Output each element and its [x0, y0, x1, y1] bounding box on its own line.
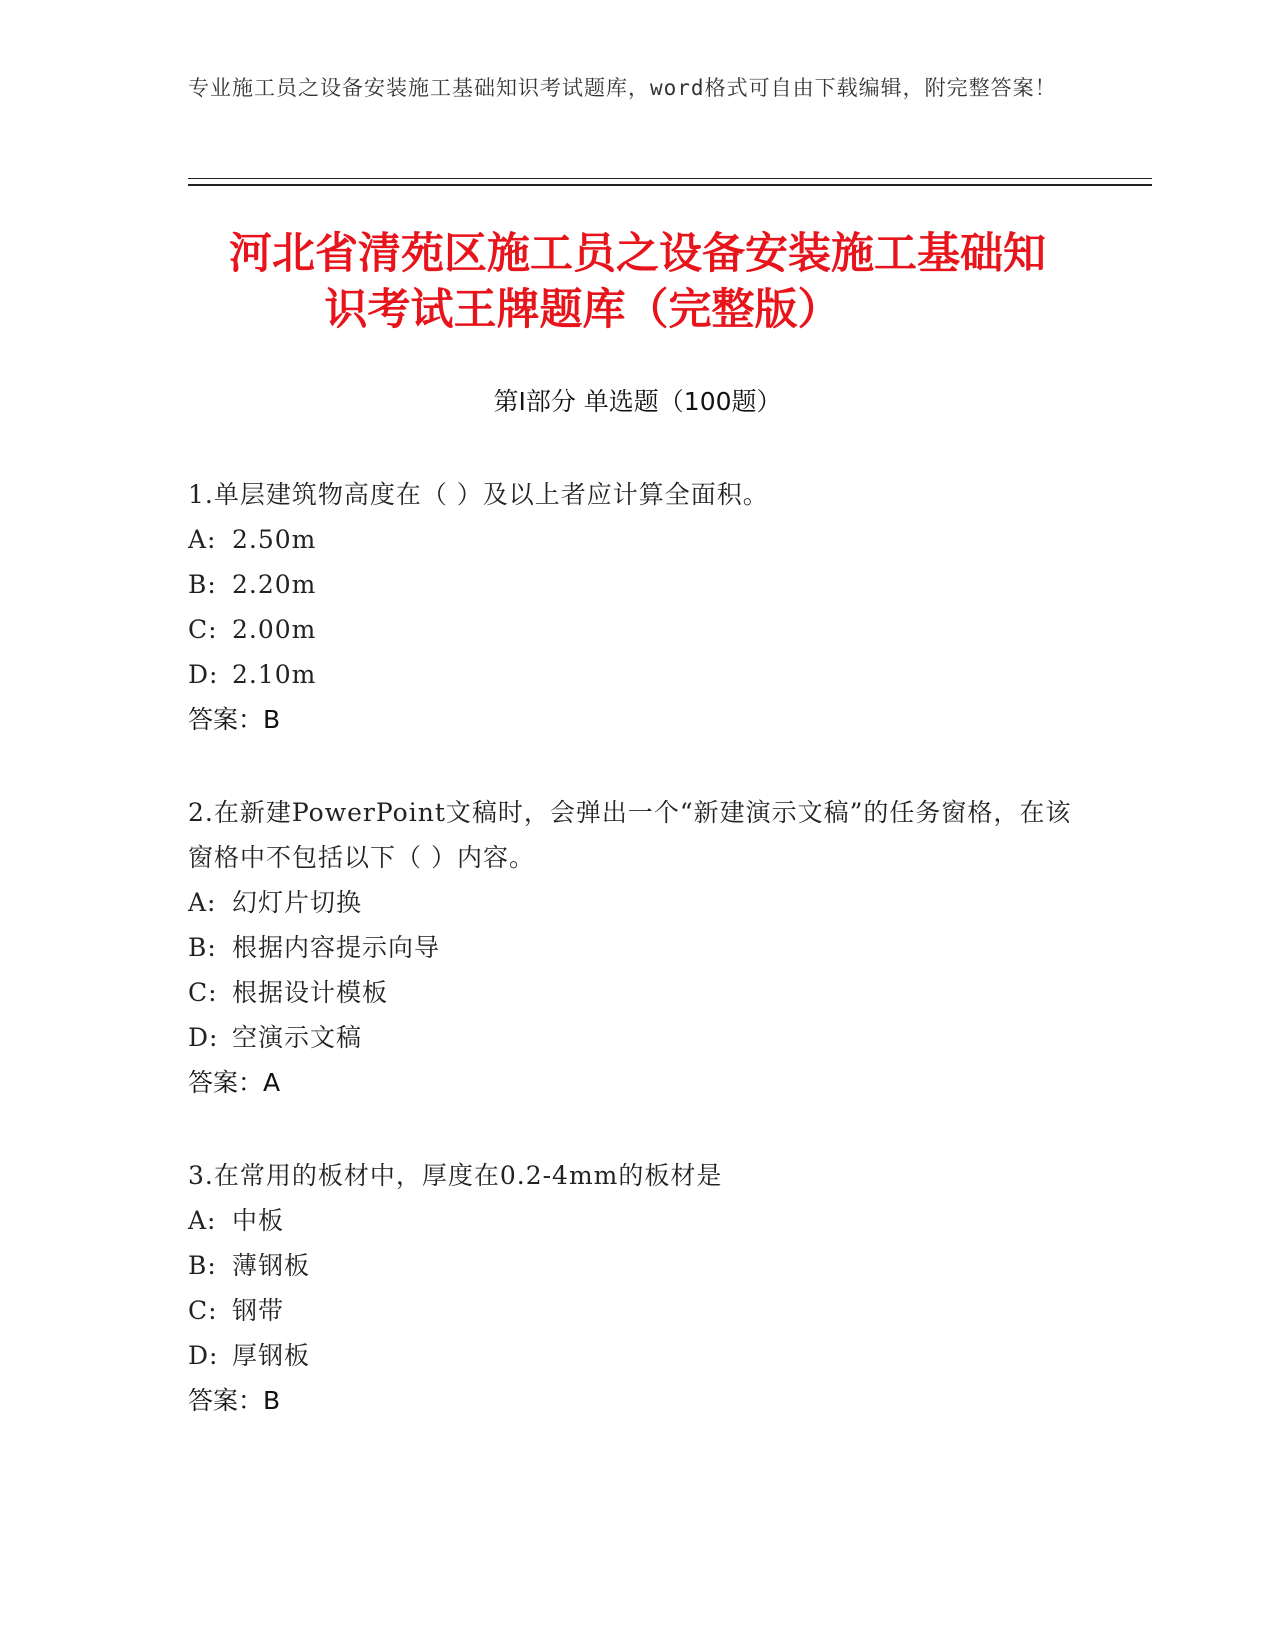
option-a — [188, 1198, 1088, 1243]
option-key: B: — [188, 933, 217, 962]
question-stem: 1.单层建筑物高度在（ ）及以上者应计算全面积。 — [188, 480, 769, 509]
option-d — [188, 1333, 1088, 1378]
question-1 — [188, 472, 1088, 742]
option-text: 2.20m — [232, 570, 317, 599]
header-divider-thin — [188, 178, 1152, 179]
option-text: 2.00m — [232, 615, 317, 644]
question-3 — [188, 1153, 1088, 1423]
option-text: 根据设计模板 — [232, 978, 389, 1007]
option-key: B: — [188, 1251, 217, 1280]
option-d — [188, 652, 1088, 697]
question-2 — [188, 790, 1088, 1105]
option-text: 厚钢板 — [232, 1341, 311, 1370]
option-c — [188, 607, 1088, 652]
option-text: 2.50m — [232, 525, 317, 554]
answer: 答案：B — [188, 1386, 281, 1415]
section-title: 第I部分 单选题（100题） — [493, 387, 782, 416]
option-key: D: — [188, 660, 219, 689]
option-b — [188, 562, 1088, 607]
option-key: C: — [188, 615, 218, 644]
option-key: D: — [188, 1023, 219, 1052]
option-text: 钢带 — [232, 1296, 285, 1325]
option-text: 空演示文稿 — [232, 1023, 363, 1052]
option-key: A: — [188, 1206, 217, 1235]
option-text: 根据内容提示向导 — [232, 933, 441, 962]
option-key: C: — [188, 978, 218, 1007]
option-c — [188, 970, 1088, 1015]
document-title-line-1: 河北省清苑区施工员之设备安装施工基础知 — [229, 229, 1046, 279]
answer: 答案：A — [188, 1068, 281, 1097]
option-b — [188, 925, 1088, 970]
option-key: A: — [188, 525, 217, 554]
option-text: 2.10m — [232, 660, 317, 689]
option-key: A: — [188, 888, 217, 917]
question-stem: 3.在常用的板材中，厚度在0.2-4mm的板材是 — [188, 1161, 723, 1190]
answer: 答案：B — [188, 705, 281, 734]
header-divider-thick — [188, 184, 1152, 186]
option-text: 薄钢板 — [232, 1251, 311, 1280]
option-a — [188, 517, 1088, 562]
option-text: 幻灯片切换 — [232, 888, 363, 917]
option-key: B: — [188, 570, 217, 599]
header-note: 专业施工员之设备安装施工基础知识考试题库，word格式可自由下载编辑，附完整答案！ — [188, 76, 1057, 100]
option-text: 中板 — [232, 1206, 285, 1235]
question-stem: 2.在新建PowerPoint文稿时，会弹出一个“新建演示文稿”的任务窗格，在该窗格中不包括以下（ ）内容。 — [188, 798, 1072, 872]
option-key: C: — [188, 1296, 218, 1325]
option-b — [188, 1243, 1088, 1288]
option-c — [188, 1288, 1088, 1333]
option-key: D: — [188, 1341, 219, 1370]
option-d — [188, 1015, 1088, 1060]
document-title-line-2: 识考试王牌题库（完整版） — [324, 285, 841, 335]
option-a — [188, 880, 1088, 925]
document-title — [0, 226, 1275, 338]
